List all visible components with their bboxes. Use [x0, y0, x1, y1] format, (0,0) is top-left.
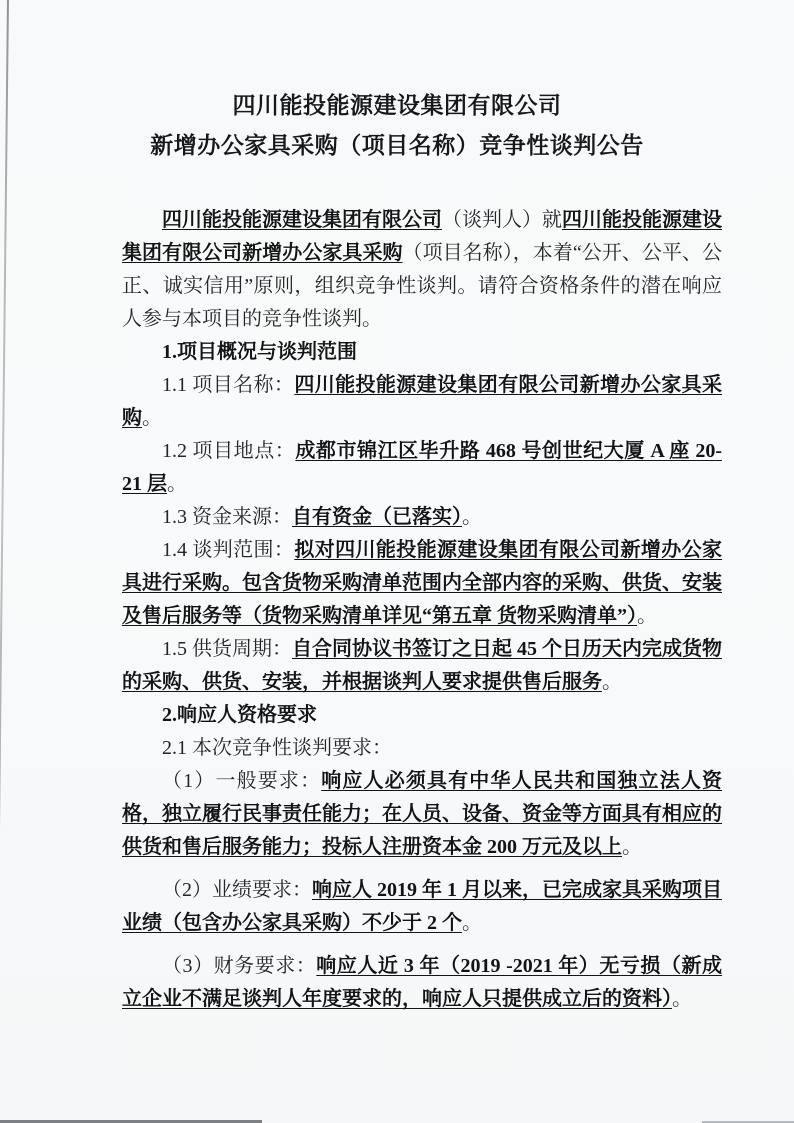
item-financial-requirements — [122, 950, 722, 1016]
item-tail: 。 — [462, 912, 482, 934]
item-tail: 。 — [637, 605, 657, 627]
item-funding-source — [122, 501, 722, 534]
item-general-requirements — [122, 765, 722, 864]
item-label: 1.2 项目地点： — [162, 440, 296, 462]
item-label: 1.5 供货周期： — [162, 638, 292, 660]
item-value: 成都市锦江区毕升路 468 号创世纪大厦 A 座 20-21 层 — [122, 440, 723, 495]
item-label: （2）业绩要求： — [162, 879, 312, 901]
intro-text-1: （谈判人）就 — [442, 209, 562, 231]
item-tail: 。 — [167, 473, 187, 495]
item-performance-requirements — [122, 874, 722, 940]
item-value: 响应人近 3 年（2019 -2021 年）无亏损（新成立企业不满足谈判人年度要求的，响应人只提供成立后的资料） — [122, 955, 722, 1010]
item-tail: 。 — [602, 671, 622, 693]
item-project-name — [122, 369, 722, 435]
title-line-announcement: 新增办公家具采购（项目名称）竞争性谈判公告 — [150, 133, 644, 158]
item-tail: 。 — [672, 988, 692, 1010]
item-value: 响应人必须具有中华人民共和国独立法人资格，独立履行民事责任能力；在人员、设备、资金等方面具有相应的供货和售后服务能力；投标人注册资本金 200 万元及以上 — [122, 770, 723, 858]
section-heading-1: 1.项目概况与谈判范围 — [162, 341, 357, 363]
item-label: 1.4 谈判范围： — [162, 539, 295, 561]
negotiator-name: 四川能投能源建设集团有限公司 — [162, 209, 442, 231]
intro-text-2: （项目名称），本着“公开、公平、公正、诚实信用”原则，组织竞争性谈判。请符合资格条件的潜在响应人参与本项目的竞争性谈判。 — [122, 242, 722, 330]
scan-edge-artifact-left — [0, 0, 9, 1123]
section-heading-2: 2.响应人资格要求 — [162, 704, 317, 726]
item-label: 1.3 资金来源： — [162, 506, 292, 528]
item-value: 四川能投能源建设集团有限公司新增办公家具采购 — [122, 374, 723, 429]
item-supply-period — [122, 633, 722, 699]
document-title — [97, 86, 697, 166]
item-value: 自有资金（已落实） — [292, 506, 462, 528]
item-project-location — [122, 435, 722, 501]
item-value: 拟对四川能投能源建设集团有限公司新增办公家具进行采购。包含货物采购清单范围内全部内容的采购、供货、安装及售后服务等（货物采购清单详见“第五章 货物采购清单”） — [122, 539, 723, 627]
intro-paragraph — [122, 204, 722, 336]
item-label: （3）财务要求： — [162, 955, 317, 977]
item-tail: 。 — [622, 836, 642, 858]
item-negotiation-requirements: 2.1 本次竞争性谈判要求： — [162, 737, 392, 759]
document-body — [122, 86, 722, 1016]
item-tail: 。 — [142, 407, 162, 429]
item-label: 1.1 项目名称： — [162, 374, 295, 396]
project-name: 四川能投能源建设集团有限公司新增办公家具采购 — [122, 209, 722, 264]
item-value: 响应人 2019 年 1 月以来，已完成家具采购项目业绩（包含办公家具采购）不少于 2 个 — [122, 879, 722, 934]
title-line-company: 四川能投能源建设集团有限公司 — [232, 93, 562, 118]
item-tail: 。 — [462, 506, 482, 528]
item-label: （1）一般要求： — [162, 770, 322, 792]
item-value: 自合同协议书签订之日起 45 个日历天内完成货物的采购、供货、安装，并根据谈判人要求提供售后服务 — [122, 638, 722, 693]
item-negotiation-scope — [122, 534, 722, 633]
